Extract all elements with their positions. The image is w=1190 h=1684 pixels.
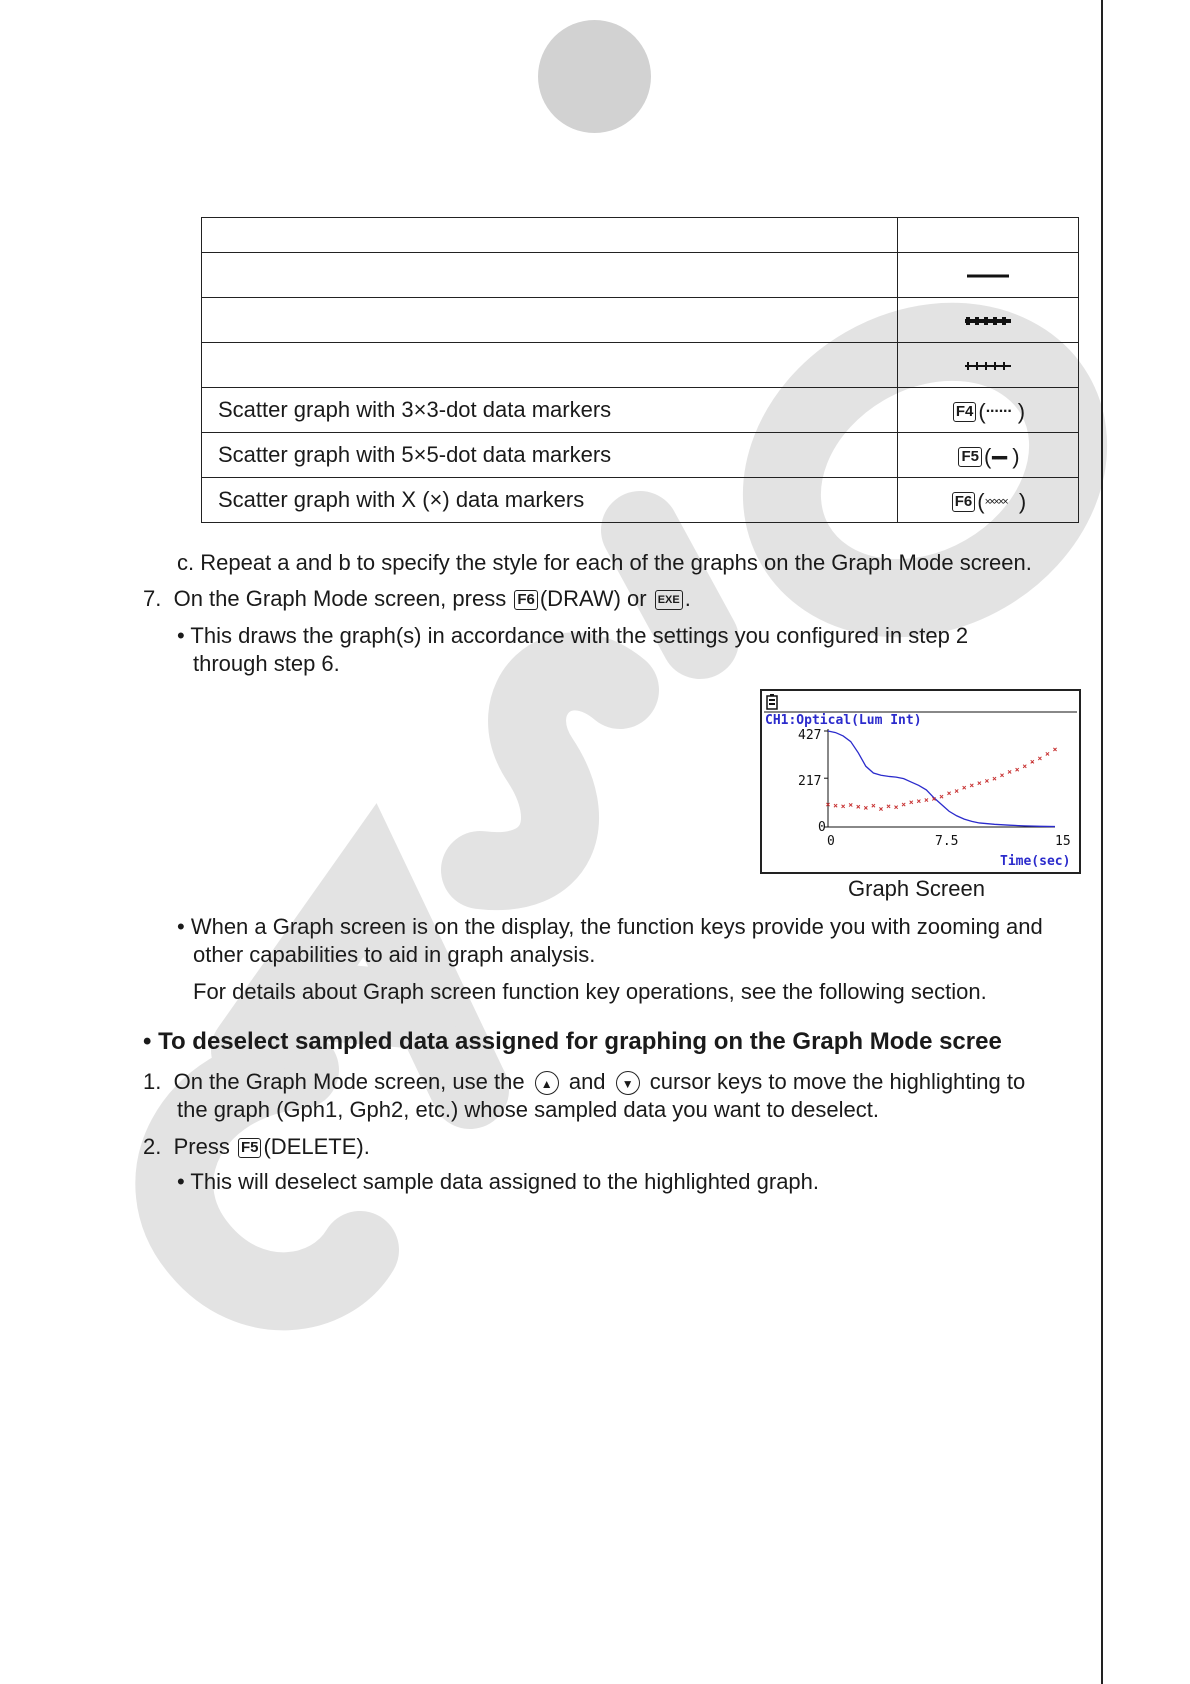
scatter-point — [834, 804, 837, 807]
graph-title: CH1:Optical(Lum Int) — [765, 713, 922, 728]
table-row — [202, 253, 1079, 298]
scatter-point — [864, 806, 867, 809]
small-dot-markers-icon: ······ — [985, 402, 1012, 420]
table-header-row — [202, 218, 1079, 253]
cursor-up-key-icon: ▲ — [535, 1071, 559, 1095]
scatter-point — [1023, 765, 1026, 768]
scatter-point — [887, 805, 890, 808]
y-tick-label: 0 — [818, 820, 826, 835]
y-tick-label: 427 — [798, 728, 822, 743]
table-cell-key — [898, 218, 1079, 253]
scatter-point — [879, 807, 882, 810]
page-tab-dot — [538, 20, 651, 133]
scatter-point — [940, 795, 943, 798]
scatter-point — [1016, 768, 1019, 771]
scatter-point — [917, 800, 920, 803]
scatter-point — [1038, 757, 1041, 760]
plot-series — [826, 731, 1056, 827]
thick-dotted-line-icon — [963, 315, 1013, 327]
section-heading: • To deselect sampled data assigned for graphing on the Graph Mode scree — [143, 1028, 1002, 1055]
bullet-draws: • This draws the graph(s) in accordance with the settings you configured in step 2 — [177, 623, 969, 648]
battery-icon — [767, 694, 777, 709]
table-row — [202, 298, 1079, 343]
f5-key: F5 — [238, 1138, 262, 1158]
table-cell-description — [202, 298, 898, 343]
deselect-step-1-cont: the graph (Gph1, Gph2, etc.) whose sampled data you want to deselect. — [177, 1097, 879, 1122]
x-tick-label: 0 — [827, 834, 835, 849]
step-text: On the Graph Mode screen, use the — [173, 1069, 525, 1094]
step-text: (DELETE). — [263, 1134, 370, 1159]
x-tick-label: 7.5 — [935, 834, 959, 849]
scatter-point — [842, 805, 845, 808]
step-number: 1. — [143, 1069, 162, 1094]
scatter-point — [1053, 748, 1056, 751]
table-cell-key — [898, 298, 1079, 343]
scatter-point — [1000, 774, 1003, 777]
scatter-point — [925, 798, 928, 801]
table-cell-key: F5 ( ▪▪▪▪▪ ) — [898, 433, 1079, 478]
plot-axes — [824, 729, 1055, 827]
step-text: Press — [173, 1134, 230, 1159]
scatter-point — [955, 789, 958, 792]
page-edge-rule — [1101, 0, 1103, 1684]
scatter-point — [1046, 752, 1049, 755]
step-text: On the Graph Mode screen, press — [173, 586, 507, 611]
table-row — [202, 388, 1079, 433]
y-tick-label: 217 — [798, 774, 822, 789]
table-cell-key — [898, 343, 1079, 388]
scatter-point — [857, 805, 860, 808]
x-tick-label: 15 — [1055, 834, 1071, 849]
step-text: . — [684, 586, 691, 611]
scatter-point — [985, 779, 988, 782]
table-cell-description — [202, 218, 898, 253]
graph-screen-caption: Graph Screen — [848, 876, 985, 901]
cursor-down-key-icon: ▼ — [616, 1071, 640, 1095]
table-row — [202, 433, 1079, 478]
scatter-point — [970, 784, 973, 787]
table-cell-description — [202, 343, 898, 388]
scatter-point — [978, 782, 981, 785]
scatter-point — [1031, 760, 1034, 763]
table-cell-description: Scatter graph with X (×) data markers — [202, 478, 898, 523]
graph-style-table — [201, 217, 1079, 523]
bullet-draws-cont: through step 6. — [193, 651, 340, 676]
scatter-point — [947, 792, 950, 795]
table-cell-key — [898, 253, 1079, 298]
thin-dotted-line-icon — [963, 360, 1013, 372]
scatter-point — [963, 786, 966, 789]
table-row — [202, 343, 1079, 388]
solid-line-icon — [965, 271, 1011, 281]
step-7 — [143, 585, 691, 613]
graph-screen — [760, 689, 1081, 874]
x-markers-icon: ××××× — [984, 495, 1007, 508]
step-number: 7. — [143, 586, 162, 611]
bullet-graph-screen: • When a Graph screen is on the display, the function keys provide you with zooming and — [177, 914, 1043, 939]
f5-key: F5 — [958, 447, 982, 467]
table-cell-description: Scatter graph with 3×3-dot data markers — [202, 388, 898, 433]
f6-key: F6 — [952, 492, 976, 512]
details-note: For details about Graph screen function key operations, see the following section. — [193, 979, 987, 1004]
step-text: and — [568, 1069, 606, 1094]
step-text: cursor keys to move the highlighting to — [649, 1069, 1026, 1094]
f4-key: F4 — [953, 402, 977, 422]
scatter-point — [1008, 770, 1011, 773]
table-cell-description — [202, 253, 898, 298]
scatter-point — [872, 804, 875, 807]
deselect-step-1 — [143, 1068, 1025, 1096]
series-line — [828, 731, 1055, 827]
step-c-text: c. Repeat a and b to specify the style for each of the graphs on the Graph Mode screen. — [177, 550, 1032, 575]
f6-key: F6 — [514, 590, 538, 610]
bullet-deselect: • This will deselect sample data assigned to the highlighted graph. — [177, 1169, 820, 1194]
x-axis-label: Time(sec) — [1000, 854, 1071, 869]
step-number: 2. — [143, 1134, 162, 1159]
table-cell-key: F4 ( ······ ) — [898, 388, 1079, 433]
scatter-point — [849, 803, 852, 806]
scatter-point — [902, 803, 905, 806]
scatter-point — [895, 806, 898, 809]
deselect-step-2 — [143, 1133, 370, 1161]
step-text: (DRAW) or — [539, 586, 647, 611]
large-dot-markers-icon: ▪▪▪▪▪ — [991, 448, 1007, 465]
table-cell-description: Scatter graph with 5×5-dot data markers — [202, 433, 898, 478]
exe-key: EXE — [655, 590, 683, 610]
bullet-graph-screen-cont: other capabilities to aid in graph analysis. — [193, 942, 596, 967]
scatter-point — [910, 801, 913, 804]
table-cell-key: F6 ( ××××× ) — [898, 478, 1079, 523]
scatter-point — [993, 777, 996, 780]
graph-plot — [762, 691, 1079, 872]
table-row — [202, 478, 1079, 523]
